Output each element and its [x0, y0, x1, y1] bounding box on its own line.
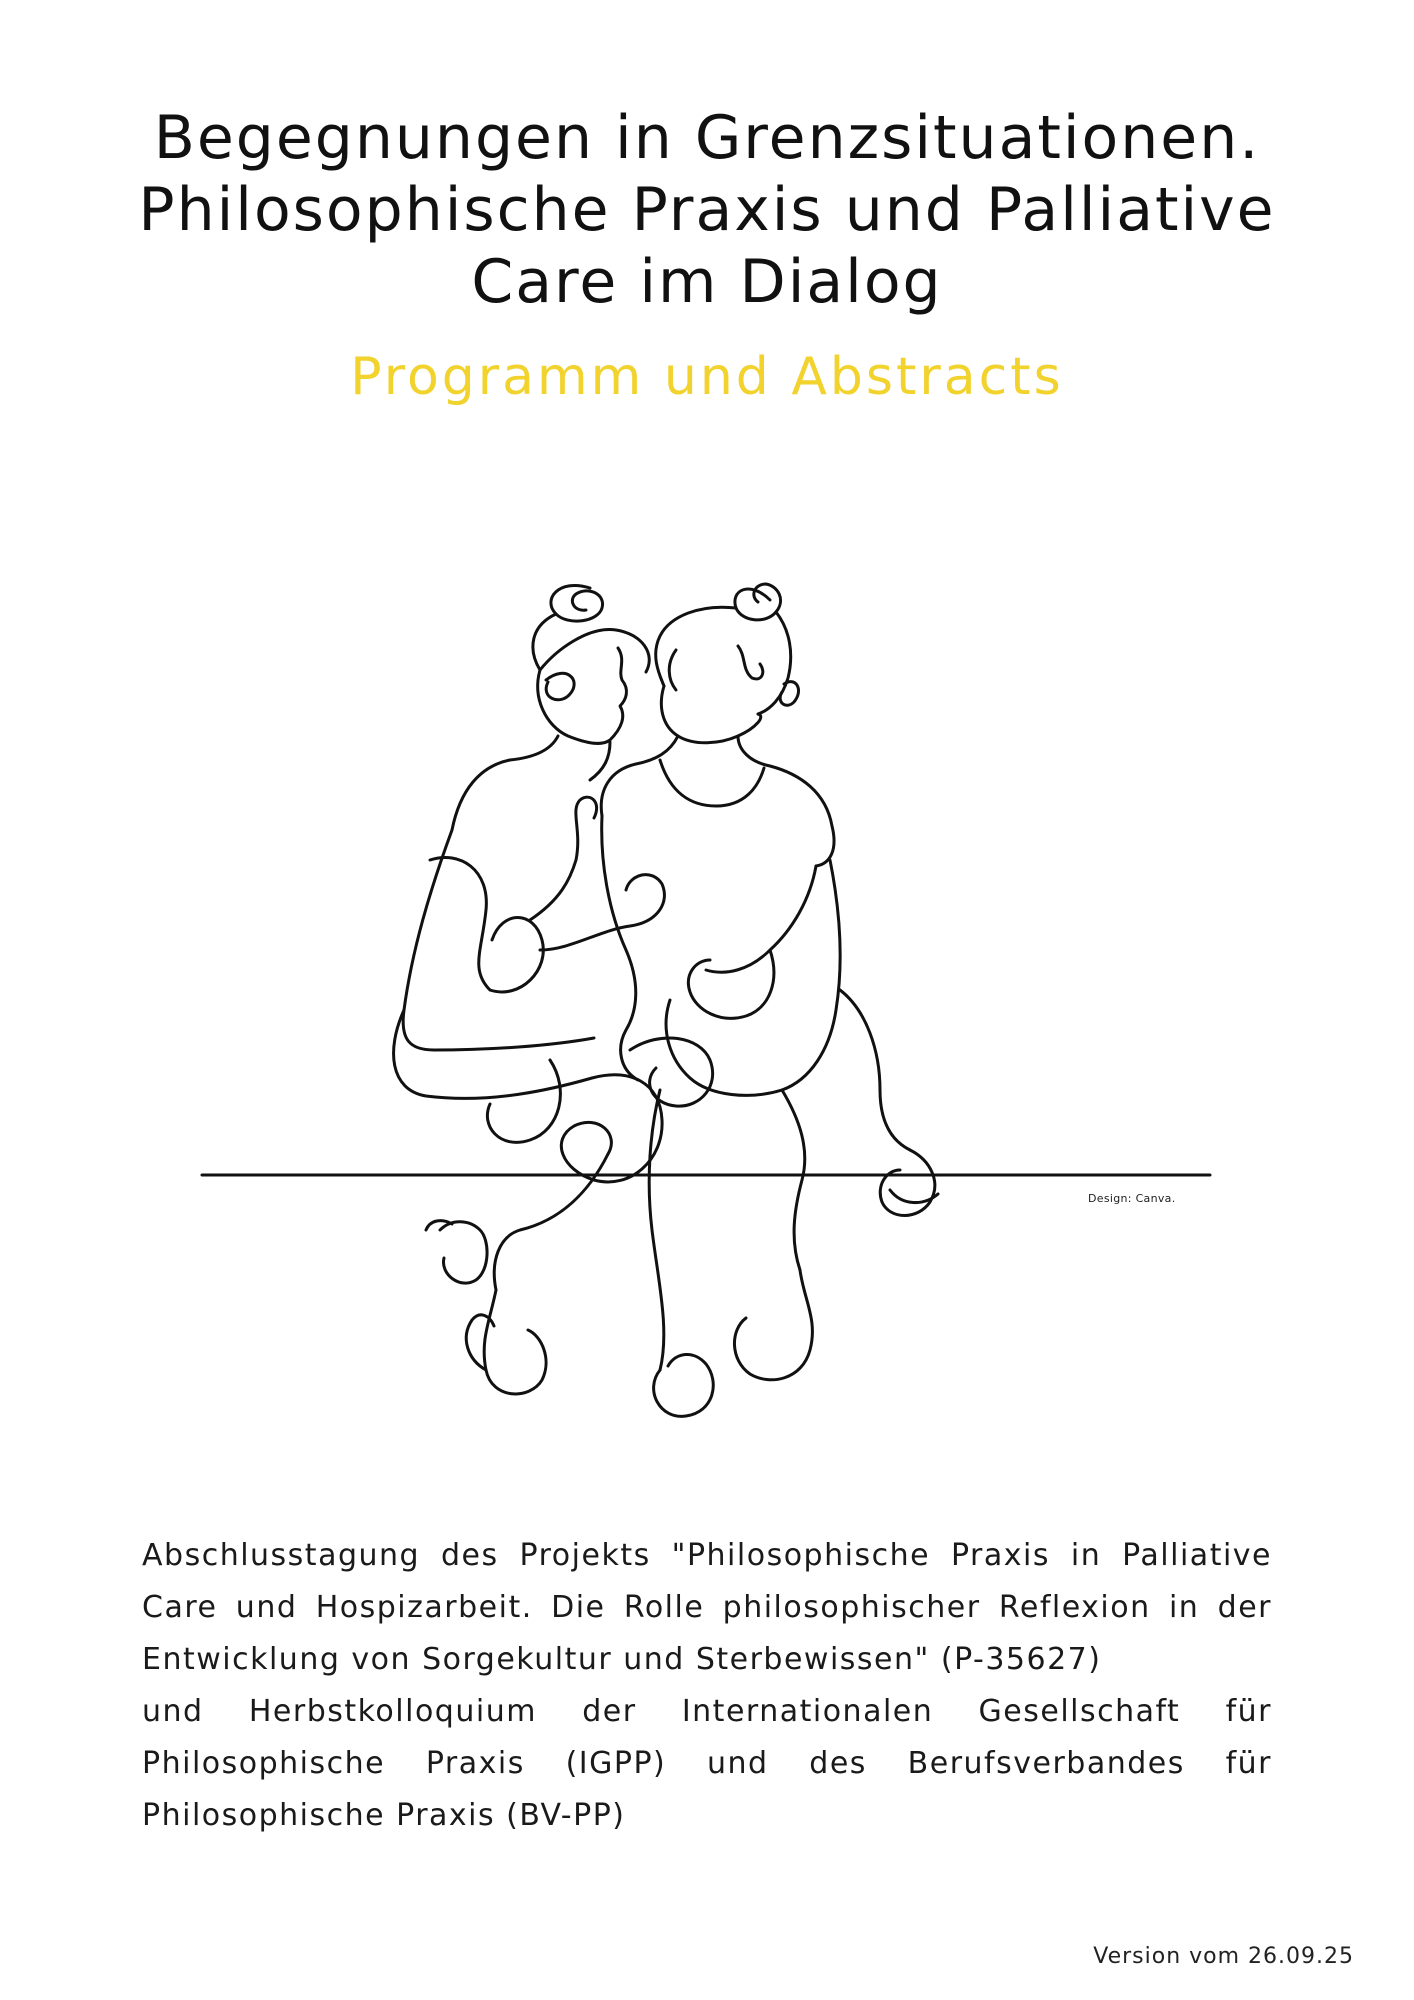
image-credit: Design: Canva. — [1088, 1192, 1176, 1205]
abstract-paragraph-1: Abschlusstagung des Projekts "Philosophische Praxis in Palliative Care und Hospizarbeit. Die Rolle philosophischer Reflexion in der Entwicklung von Sorgekultur und Sterbewissen" (P-35627) — [142, 1538, 1272, 1677]
version-label: Version vom 26.09.25 — [1093, 1944, 1354, 1969]
abstract-text — [142, 1530, 1272, 1842]
subtitle: Programm und Abstracts — [350, 347, 1064, 407]
title-line-2: Philosophische Praxis und Palliative — [138, 175, 1276, 245]
page-title — [80, 102, 1334, 318]
abstract-paragraph-2: und Herbstkolloquium der Internationalen Gesellschaft für Philosophische Praxis (IGPP) und des Berufsverbandes für Philosophische Praxis (BV-PP) — [142, 1694, 1272, 1833]
title-line-1: Begegnungen in Grenzsituationen. — [153, 103, 1261, 173]
title-line-3: Care im Dialog — [471, 247, 943, 317]
two-people-sitting-line-drawing-icon — [190, 530, 1230, 1480]
